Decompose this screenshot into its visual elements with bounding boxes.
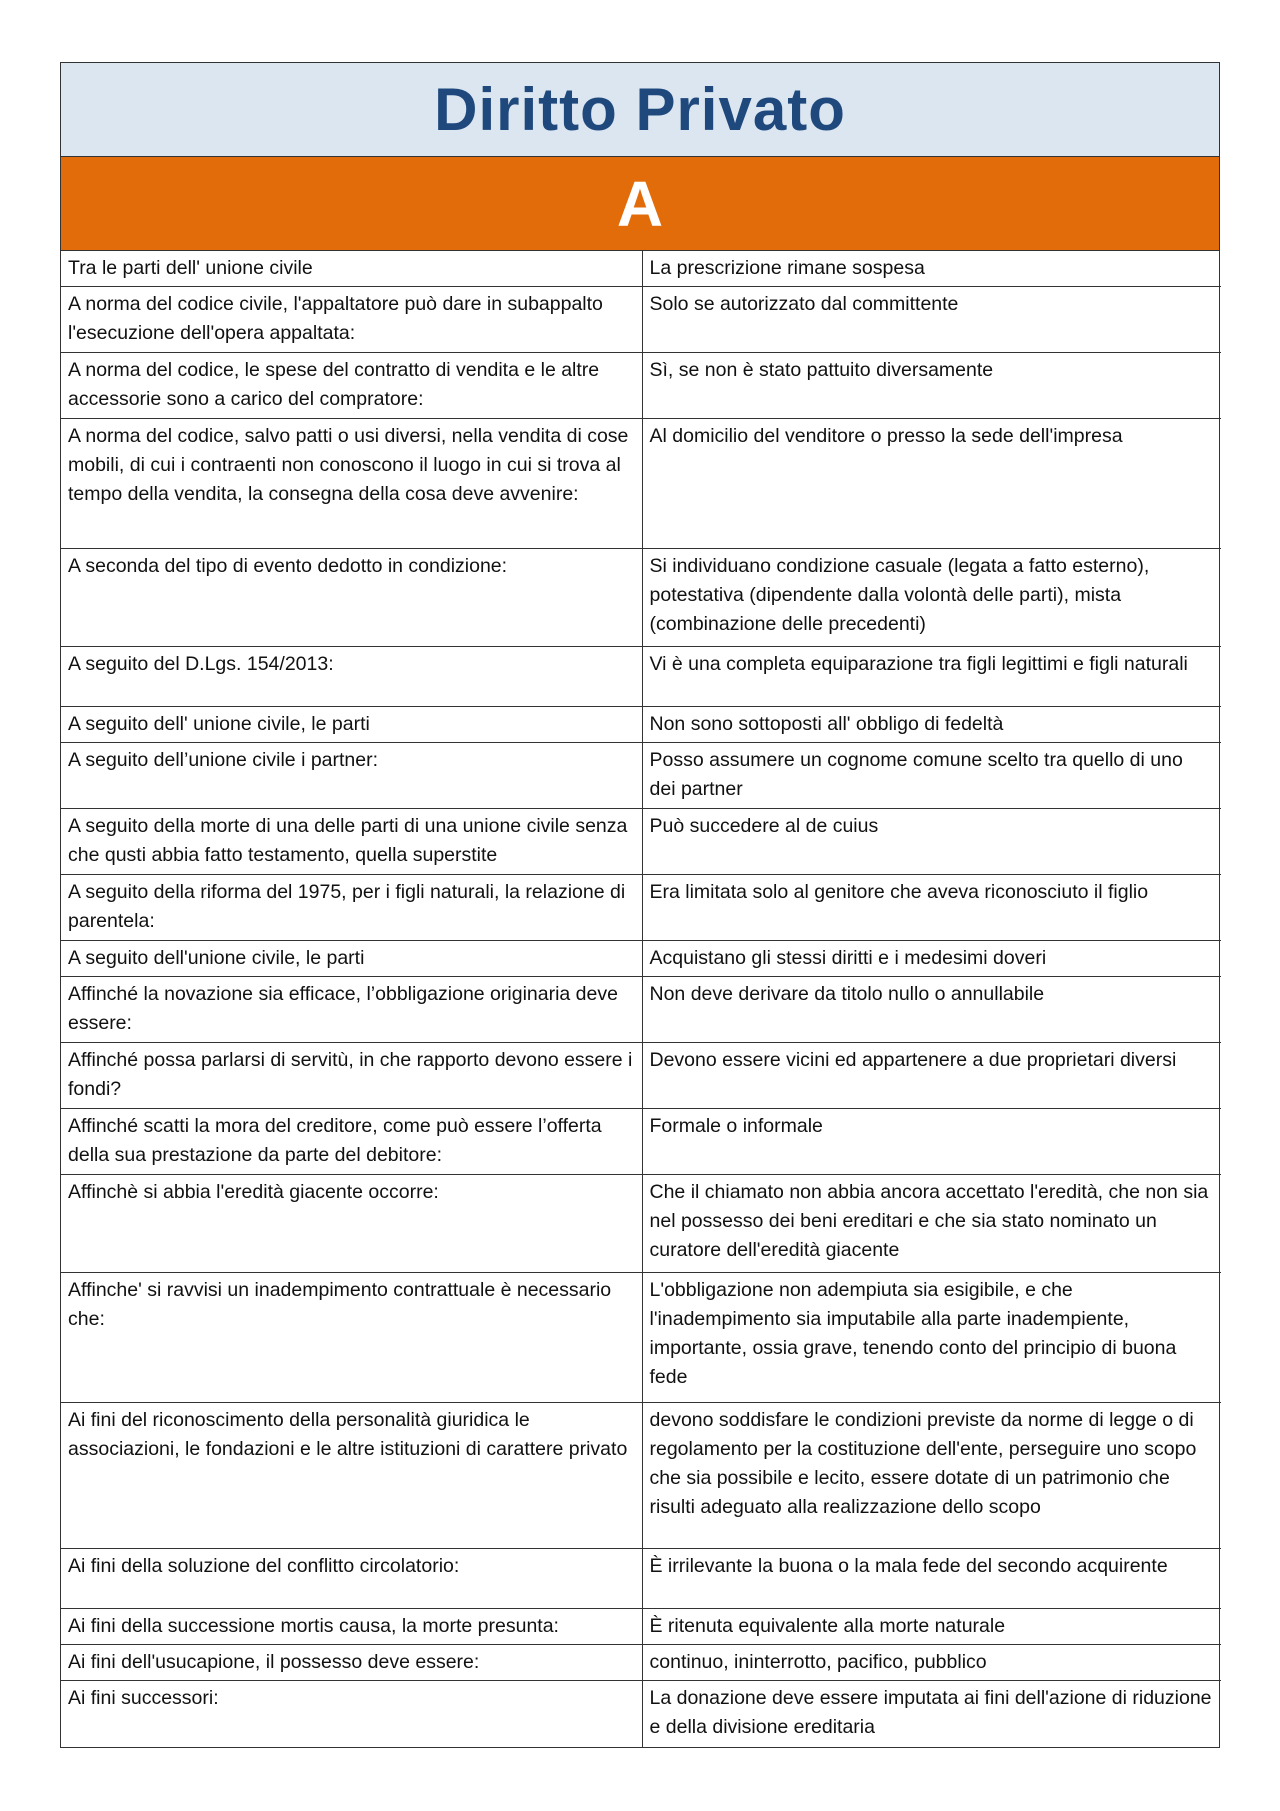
question-cell: A seguito dell’unione civile i partner: [61, 743, 642, 809]
table-row [61, 419, 1221, 549]
table-row [61, 809, 1221, 875]
answer-cell: È irrilevante la buona o la mala fede del secondo acquirente [642, 1549, 1221, 1609]
answer-cell: Devono essere vicini ed appartenere a due proprietari diversi [642, 1043, 1221, 1109]
answer-cell: L'obbligazione non adempiuta sia esigibile, e che l'inadempimento sia imputabile alla parte inadempiente, importante, ossia grave, tenendo conto del principio di buona fede [642, 1273, 1221, 1403]
answer-cell: È ritenuta equivalente alla morte naturale [642, 1609, 1221, 1645]
table-row [61, 1645, 1221, 1681]
table-row [61, 875, 1221, 941]
page-title: Diritto Privato [434, 76, 846, 143]
question-cell: A seconda del tipo di evento dedotto in condizione: [61, 549, 642, 647]
qa-table [61, 251, 1221, 1747]
answer-cell: La prescrizione rimane sospesa [642, 251, 1221, 287]
question-cell: Tra le parti dell' unione civile [61, 251, 642, 287]
question-cell: A norma del codice civile, l'appaltatore può dare in subappalto l'esecuzione dell'opera appaltata: [61, 287, 642, 353]
question-cell: Affinché possa parlarsi di servitù, in che rapporto devono essere i fondi? [61, 1043, 642, 1109]
table-row [61, 353, 1221, 419]
question-cell: Ai fini successori: [61, 1681, 642, 1747]
table-row [61, 707, 1221, 743]
answer-cell: Non deve derivare da titolo nullo o annullabile [642, 977, 1221, 1043]
table-row [61, 1403, 1221, 1549]
answer-cell: Era limitata solo al genitore che aveva riconosciuto il figlio [642, 875, 1221, 941]
table-row [61, 1549, 1221, 1609]
table-row [61, 1681, 1221, 1747]
table-row [61, 1609, 1221, 1645]
table-row [61, 1109, 1221, 1175]
qa-table-body [61, 251, 1221, 1747]
table-row [61, 941, 1221, 977]
answer-cell: Non sono sottoposti all' obbligo di fedeltà [642, 707, 1221, 743]
question-cell: Ai fini della soluzione del conflitto circolatorio: [61, 1549, 642, 1609]
question-cell: Affinche' si ravvisi un inadempimento contrattuale è necessario che: [61, 1273, 642, 1403]
answer-cell: Acquistano gli stessi diritti e i medesimi doveri [642, 941, 1221, 977]
letter-banner [61, 157, 1219, 251]
question-cell: Ai fini della successione mortis causa, la morte presunta: [61, 1609, 642, 1645]
answer-cell: devono soddisfare le condizioni previste da norme di legge o di regolamento per la costituzione dell'ente, perseguire uno scopo che sia possibile e lecito, essere dotate di un patrimonio che risulti adeguato alla realizzazione dello scopo [642, 1403, 1221, 1549]
table-row [61, 287, 1221, 353]
answer-cell: Solo se autorizzato dal committente [642, 287, 1221, 353]
question-cell: Ai fini del riconoscimento della personalità giuridica le associazioni, le fondazioni e le altre istituzioni di carattere privato [61, 1403, 642, 1549]
question-cell: A seguito dell' unione civile, le parti [61, 707, 642, 743]
question-cell: A norma del codice, le spese del contratto di vendita e le altre accessorie sono a carico del compratore: [61, 353, 642, 419]
table-row [61, 1175, 1221, 1273]
answer-cell: Al domicilio del venditore o presso la sede dell'impresa [642, 419, 1221, 549]
question-cell: Affinché scatti la mora del creditore, come può essere l’offerta della sua prestazione da parte del debitore: [61, 1109, 642, 1175]
answer-cell: Formale o informale [642, 1109, 1221, 1175]
question-cell: A norma del codice, salvo patti o usi diversi, nella vendita di cose mobili, di cui i contraenti non conoscono il luogo in cui si trova al tempo della vendita, la consegna della cosa deve avvenire: [61, 419, 642, 549]
answer-cell: Posso assumere un cognome comune scelto tra quello di uno dei partner [642, 743, 1221, 809]
table-row [61, 1043, 1221, 1109]
table-row [61, 743, 1221, 809]
table-row [61, 977, 1221, 1043]
question-cell: A seguito dell'unione civile, le parti [61, 941, 642, 977]
section-letter: A [616, 167, 664, 240]
question-cell: Ai fini dell'usucapione, il possesso deve essere: [61, 1645, 642, 1681]
answer-cell: Sì, se non è stato pattuito diversamente [642, 353, 1221, 419]
answer-cell: Si individuano condizione casuale (legata a fatto esterno), potestativa (dipendente dalla volontà delle parti), mista (combinazione delle precedenti) [642, 549, 1221, 647]
question-cell: A seguito della riforma del 1975, per i figli naturali, la relazione di parentela: [61, 875, 642, 941]
title-banner [61, 63, 1219, 157]
table-row [61, 549, 1221, 647]
answer-cell: Vi è una completa equiparazione tra figli legittimi e figli naturali [642, 647, 1221, 707]
question-cell: A seguito della morte di una delle parti di una unione civile senza che qusti abbia fatto testamento, quella superstite [61, 809, 642, 875]
table-row [61, 1273, 1221, 1403]
table-row [61, 251, 1221, 287]
answer-cell: La donazione deve essere imputata ai fini dell'azione di riduzione e della divisione ereditaria [642, 1681, 1221, 1747]
table-row [61, 647, 1221, 707]
answer-cell: Che il chiamato non abbia ancora accettato l'eredità, che non sia nel possesso dei beni ereditari e che sia stato nominato un curatore dell'eredità giacente [642, 1175, 1221, 1273]
answer-cell: continuo, ininterrotto, pacifico, pubblico [642, 1645, 1221, 1681]
question-cell: Affinchè si abbia l'eredità giacente occorre: [61, 1175, 642, 1273]
document-sheet [60, 62, 1220, 1748]
question-cell: Affinché la novazione sia efficace, l’obbligazione originaria deve essere: [61, 977, 642, 1043]
question-cell: A seguito del D.Lgs. 154/2013: [61, 647, 642, 707]
answer-cell: Può succedere al de cuius [642, 809, 1221, 875]
